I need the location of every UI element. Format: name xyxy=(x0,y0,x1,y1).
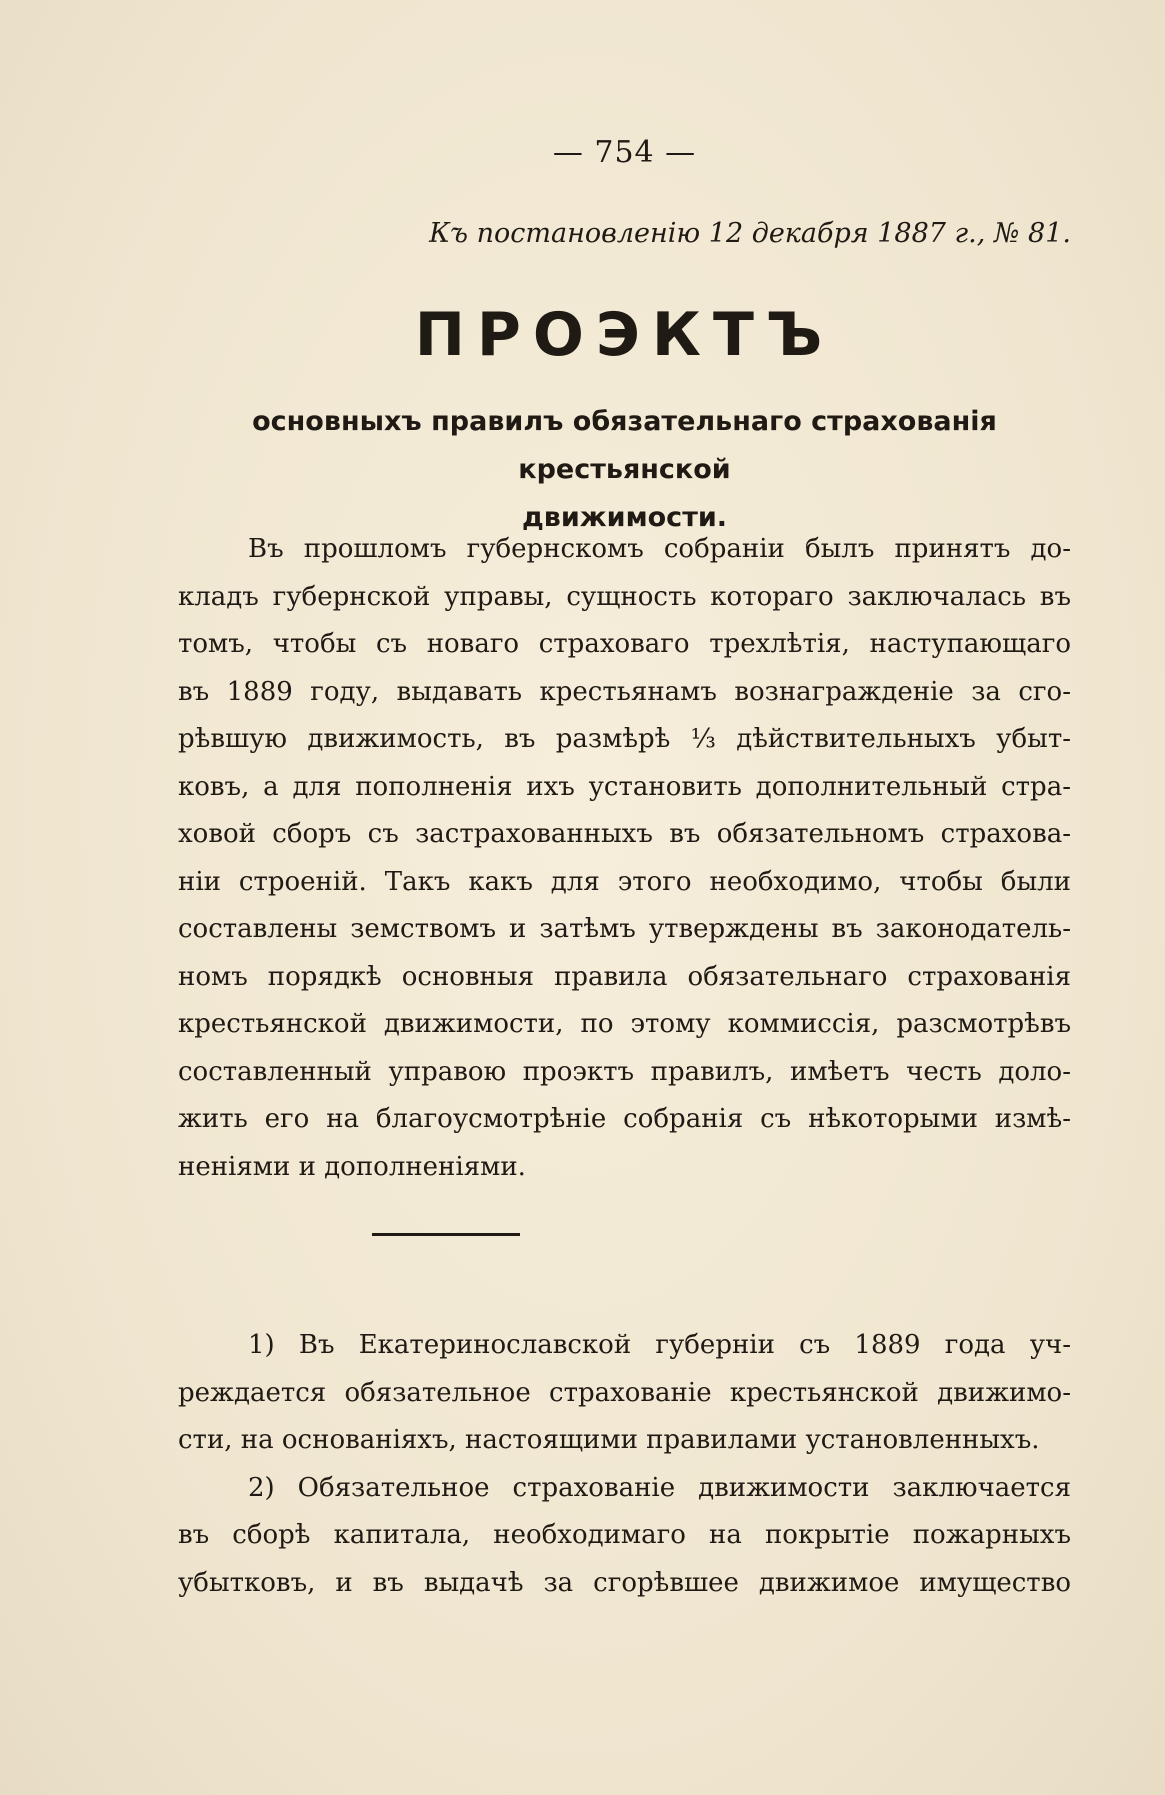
text-line: номъ порядкѣ основныя правила обязательнаго страхованія xyxy=(178,961,1071,992)
intro-paragraph xyxy=(178,526,1071,1191)
rule-line: реждается обязательное страхованіе крестьянской движимо- xyxy=(178,1377,1071,1408)
subtitle-line: движимости. xyxy=(521,502,728,533)
rule-line: 2) Обязательное страхованіе движимости заключается xyxy=(248,1472,1071,1503)
text-line: томъ, чтобы съ новаго страховаго трехлѣтія, наступающаго xyxy=(178,629,1071,659)
subtitle-line: основныхъ правилъ обязательнаго страхованія крестьянской xyxy=(252,406,997,485)
text-line: въ 1889 году, выдавать крестьянамъ вознагражденіе за сго- xyxy=(178,676,1071,707)
text-line: ніи строеній. Такъ какъ для этого необходимо, чтобы были xyxy=(178,866,1071,897)
text-line: ковъ, а для пополненія ихъ установить дополнительный стра- xyxy=(178,771,1071,802)
text-line: ховой сборъ съ застрахованныхъ въ обязательномъ страхова- xyxy=(178,819,1071,849)
text-line: рѣвшую движимость, въ размѣрѣ ⅓ дѣйствительныхъ убыт- xyxy=(178,724,1071,754)
text-line: кладъ губернской управы, сущность котораго заключалась въ xyxy=(178,581,1071,612)
section-divider xyxy=(372,1233,520,1236)
rule-line: сти, на основаніяхъ, настоящими правилами установленныхъ. xyxy=(178,1425,1040,1455)
rule-line: въ сборѣ капитала, необходимаго на покрытіе пожарныхъ xyxy=(178,1520,1071,1550)
text-line: Въ прошломъ губернскомъ собраніи былъ принятъ до- xyxy=(248,534,1071,564)
text-line: составленный управою проэктъ правилъ, имѣетъ честь доло- xyxy=(178,1056,1071,1087)
document-subtitle xyxy=(178,398,1071,542)
rules-section xyxy=(178,1322,1071,1607)
text-line: составлены земствомъ и затѣмъ утверждены въ законодатель- xyxy=(178,914,1071,944)
text-line: неніями и дополненіями. xyxy=(178,1151,526,1182)
rule-line: убытковъ, и въ выдачѣ за сгорѣвшее движимое имущество xyxy=(178,1567,1071,1598)
page-number: — 754 — xyxy=(552,135,697,170)
resolution-reference: Къ постановленію 12 декабря 1887 г., № 81. xyxy=(429,218,1071,249)
text-line: крестьянской движимости, по этому коммиссія, разсмотрѣвъ xyxy=(178,1009,1071,1039)
text-line: жить его на благоусмотрѣніе собранія съ нѣкоторыми измѣ- xyxy=(178,1104,1071,1134)
rule-line: 1) Въ Екатеринославской губерніи съ 1889 года уч- xyxy=(248,1330,1071,1360)
document-title: ПРОЭКТЪ xyxy=(414,300,835,370)
